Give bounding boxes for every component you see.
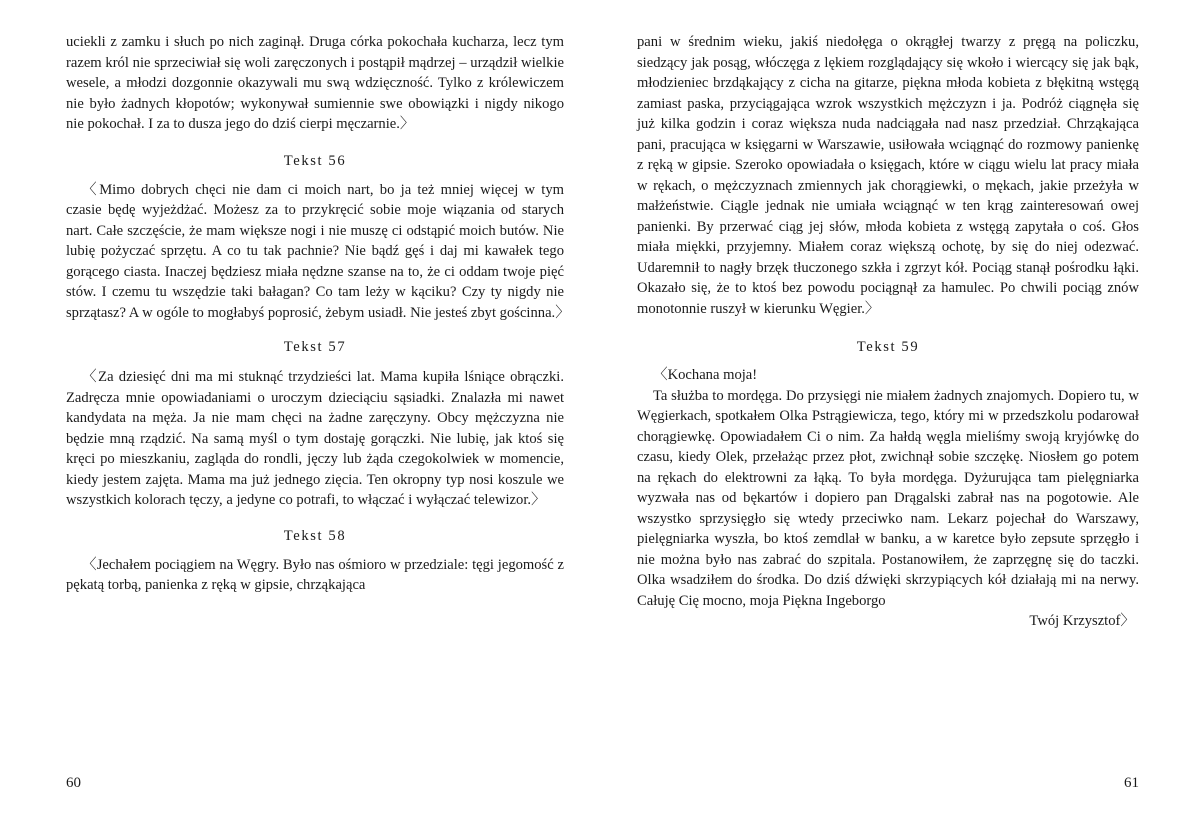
right-page — [637, 0, 1139, 825]
right-page-body — [637, 32, 1139, 632]
text-57-heading: Tekst 57 — [283, 339, 347, 355]
text-58-heading: Tekst 58 — [283, 527, 347, 544]
text-59-signature: Twój Krzysztof〉 — [1029, 613, 1135, 629]
left-page-body — [66, 32, 570, 596]
page-number-right: 61 — [1124, 775, 1139, 791]
text-56-paragraph: 〈Mimo dobrych chęci nie dam ci moich nart, bo ja też mniej więcej w tym czasie będę wyjeżdżać. Możesz za to przykręcić sobie moje wiązania od starych nart. Całe szczęście, że mam większe nogi i nie muszę ci odstąpić moich butów. Nie lubię pożyczać sprzętu. A co tu tak pachnie? Nie bądź gęś i daj mi kawałek tego gorącego ciasta. Inaczej będziesz miała nędzne szanse na to, że ci oddam twoje pięć stów. I czemu tu wszędzie taki bałagan? Co tam leży w kąciku? Czy ty nigdy nie sprzątasz? A w ogóle to mogłabyś poprosić, żebym usiadł. Nie jesteś zbyt gościnna.〉 — [66, 181, 570, 321]
text-55-ending-paragraph: uciekli z zamku i słuch po nich zaginął. Druga córka pokochała kucharza, lecz tym razem król nie sprzeciwiał się woli zaręczonych i postąpił mądrzej – urządził wielkie wesele, a młodzi dozgonnie okazywali mu swą wdzięczność. Tylko z królewiczem nie było żadnych kłopotów; wykonywał sumiennie swe obowiązki i nigdy nikogo nie pokochał. I za to dusza jego do dziś cierpi męczarnie.〉 — [66, 34, 564, 132]
text-59-salutation: 〈Kochana moja! — [653, 367, 758, 383]
text-58-paragraph-start: 〈Jechałem pociągiem na Węgry. Było nas ośmioro w przedziale: tęgi jegomość z pękatą torbą, panienka z ręką w gipsie, chrząkająca — [66, 556, 564, 593]
text-59-paragraph: Ta służba to mordęga. Do przysięgi nie miałem żadnych znajomych. Dopiero tu, w Węgierkach, spotkałem Olka Pstrągiewicza, tego, który mi w przedszkolu podarował chorągiewkę. Opowiadałem Ci o nim. Za hałdą węgla mieliśmy swoją kryjówkę do czasu, kiedy Olek, przełażąc przez płot, zwichnął sobie szczękę. Niosłem go potem na rękach do elektrowni za łąką. To była mordęga. Dyżurująca tam pielęgniarka wyzwała nas od bękartów i dopiero pan Drągalski zabrał nas na pogotowie. Ale wszystko sprzysięgło się wtedy przeciwko nam. Lekarz pojechał do Warszawy, pielęgniarka wyszła, bo ktoś zemdlał w banku, a w karetce było zepsute sprzęgło i nie można było nas zabrać do szpitala. Postanowiłem, że zaprzęgnę się do taczki. Olka wsadziłem do środka. Do dziś dźwięki skrzypiących kół działają mi na nerwy. Całuję Cię mocno, moja Piękna Ingeborgo — [637, 387, 1139, 609]
text-57-paragraph: 〈Za dziesięć dni ma mi stuknąć trzydzieści lat. Mama kupiła lśniące obrączki. Zadręcza mnie opowiadaniami o uroczym dzieciąciu sąsiadki. Znalazła mi nawet kandydata na męża. Ja nie mam chęci na żadne zaręczyny. Obcy mężczyzna nie będzie mną rządzić. Na samą myśl o tym dostaję gorączki. Nie lubię, jak ktoś się kręci po mieszkaniu, zagląda do rondli, jęczy lub żąda czegokolwiek w momencie, kiedy jestem zajęta. Mama ma już jednego zięcia. Ten okropny typ nosi koszule we wszystkich kolorach tęczy, a jedyne co potrafi, to włączać i wyłączać telewizor.〉 — [66, 369, 564, 508]
text-59-heading: Tekst 59 — [856, 339, 920, 355]
left-page — [66, 0, 570, 825]
page-number-left: 60 — [66, 775, 81, 791]
text-56-heading: Tekst 56 — [283, 152, 347, 169]
text-58-paragraph-continued: pani w średnim wieku, jakiś niedołęga o okrągłej twarzy z pręgą na policzku, siedzący jak posąg, włóczęga z lękiem rozglądający się wkoło i wiercący się jak bąk, młodzieniec brzdąkający z cicha na gitarze, piękna młoda kobieta z błękitną wstęgą zamiast paska, przyciągająca wzrok wszystkich mężczyzn i ja. Podróż ciągnęła się już kilka godzin i coraz większa nuda nadciągała nad nasz przedział. Chrząkająca pani, pracująca w księgarni w Warszawie, usiłowała wciągnąć do rozmowy panienkę z ręką w gipsie. Szeroko opowiadała o księgach, które w ciągu wielu lat pracy miała w rękach, o mężczyznach zmiennych jak chorągiewki, o mękach, jakie przeżyła w małżeństwie. Ciągle jednak nie umiała wciągnąć w ten krąg zainteresowań owej panienki. By przerwać ciąg jej słów, młoda kobieta z wstęgą zapytała o coś. Głos miała miękki, przyjemny. Miałem coraz większą ochotę, by się do niej odezwać. Udaremnił to nagły brzęk tłuczonego szkła i zgrzyt kół. Pociąg stanął pośrodku łąki. Okazało się, że to ktoś bez powodu pociągnął za hamulec. Po chwili pociąg znów monotonnie ruszył w kierunku Węgier.〉 — [637, 34, 1139, 317]
